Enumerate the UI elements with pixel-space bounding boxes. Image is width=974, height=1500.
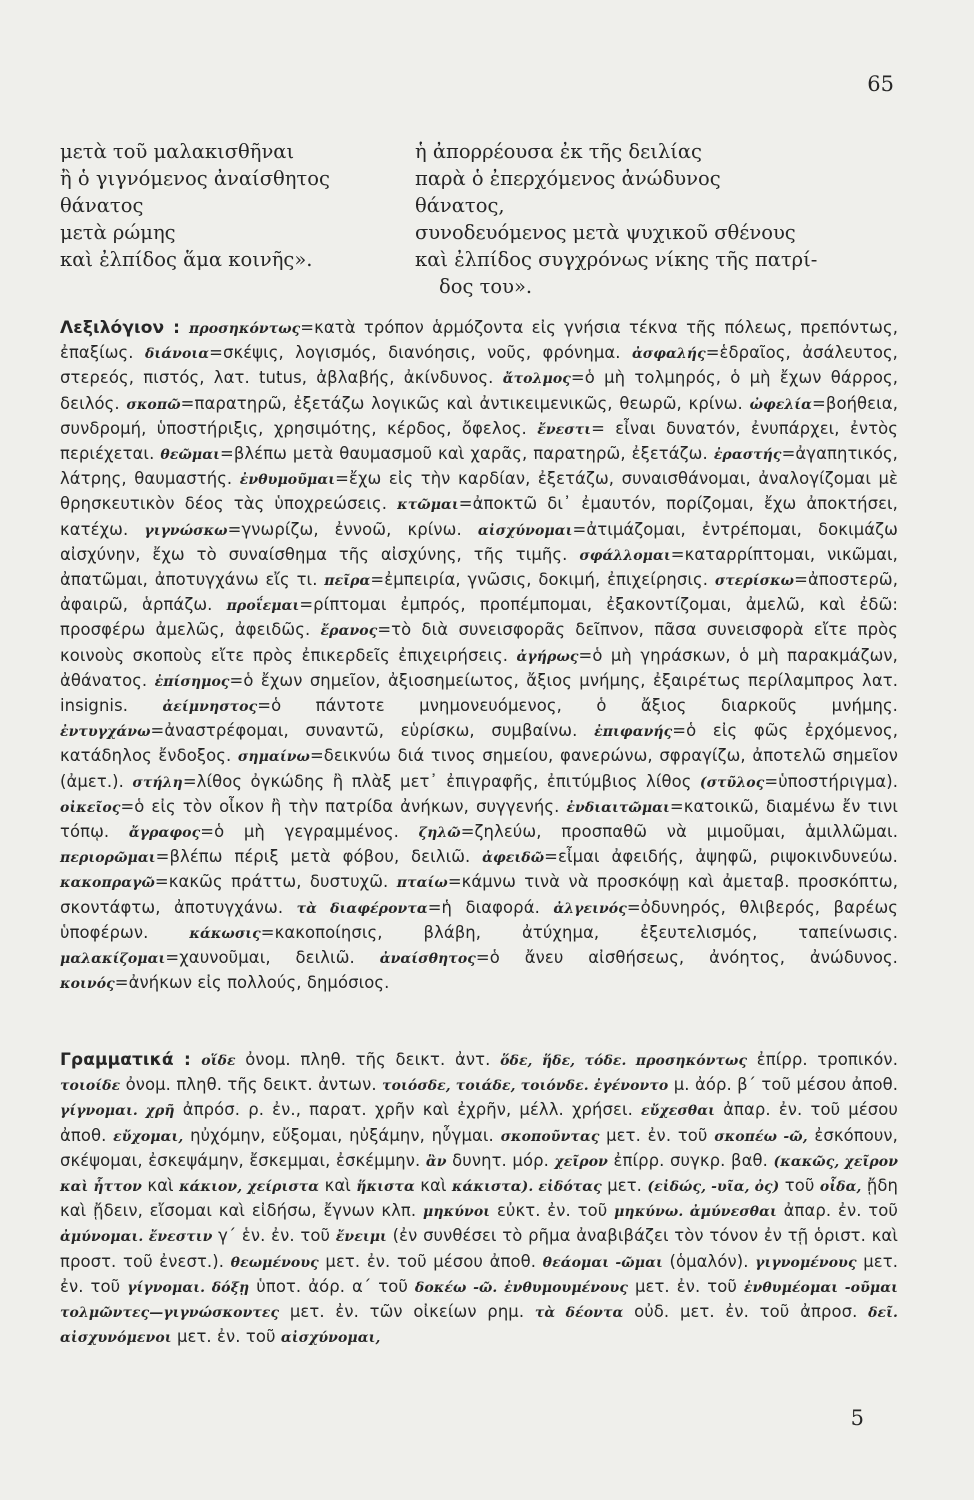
lexicon-term: μαλακίζομαι bbox=[60, 951, 166, 968]
grammar-term: γίγνομαι. χρῆ bbox=[60, 1103, 175, 1120]
footer-number: 5 bbox=[850, 1406, 864, 1430]
lexicon-definition: =βοήθεια, συνδρομή, ὑποστήριξις, χρησιμότης, κέρδος, ὄφελος. bbox=[60, 393, 899, 438]
lexicon-term: ἀφειδῶ bbox=[482, 850, 545, 867]
grammar-term: εὔχομαι, bbox=[113, 1128, 184, 1145]
lexicon-term: κτῶμαι bbox=[397, 497, 459, 514]
poem-line: καὶ ἐλπίδος συγχρόνως νίκης τῆς πατρί- bbox=[415, 248, 818, 271]
lexicon-term: περιορῶμαι bbox=[60, 850, 156, 867]
lexicon-term: στερίσκω bbox=[714, 573, 795, 590]
lexicon-term: προσηκόντως bbox=[188, 321, 301, 337]
grammar-term: γιγνομένους bbox=[755, 1254, 857, 1271]
lexicon-term: πεῖρα bbox=[324, 573, 371, 590]
grammar-text: καὶ bbox=[414, 1176, 452, 1196]
poem-line: δος του». bbox=[439, 275, 533, 298]
grammar-term: (εἰδώς, -υῖα, ὀς) bbox=[647, 1179, 780, 1196]
lexicon-term: ζηλῶ bbox=[418, 825, 461, 842]
poem-line: καὶ ἐλπίδος ἅμα κοινῆς». bbox=[60, 248, 313, 271]
lexicon-term: ἀγήρως bbox=[516, 648, 579, 665]
lexicon-definition: =κακοποίησις, βλάβη, ἀτύχημα, ἐξευτελισμός, ταπείνωσις. bbox=[260, 922, 899, 942]
grammar-term: ἀμύνομαι. ἔνεστιν bbox=[60, 1229, 213, 1246]
grammar-text: μ. ἀόρ. β΄ τοῦ μέσου ἀποθ. bbox=[668, 1075, 899, 1095]
grammar-term: κάκιστα). εἰδότας bbox=[451, 1179, 602, 1196]
lexicon-term: ἐραστής bbox=[713, 447, 782, 464]
grammar-term: θεάομαι -ῶμαι bbox=[542, 1254, 663, 1271]
poem-line: μετὰ τοῦ μαλακισθῆναι bbox=[60, 140, 295, 163]
poem-line: ἡ ἀπορρέουσα ἐκ τῆς δειλίας bbox=[415, 140, 702, 163]
lexicon-term: αἰσχύνομαι bbox=[477, 522, 573, 539]
poem-line: παρὰ ὁ ἐπερχόμενος ἀνώδυνος bbox=[415, 167, 721, 190]
grammar-term: σκοποῦντας bbox=[500, 1128, 600, 1145]
lexicon-definition: =ἀγαπητικός, λάτρης, θαυμαστής. bbox=[60, 444, 898, 489]
poem-line: μετὰ ρώμης bbox=[60, 221, 176, 244]
grammar-term: θεωμένους bbox=[230, 1254, 319, 1271]
lexicon-definition: =ὁ μὴ γεγραμμένος. bbox=[200, 822, 399, 842]
grammar-text: ἐπίρρ. συγκρ. βαθ. bbox=[607, 1150, 774, 1170]
lexicon-definition: =κατοικῶ, διαμένω ἔν τινι τόπῳ. bbox=[60, 796, 899, 842]
lexicon-term: οἰκεῖος bbox=[60, 799, 121, 816]
lexicon-definition: =ὁ ἄνευ αἰσθήσεως, ἀνόητος, ἀνώδυνος. bbox=[475, 948, 898, 968]
grammar-term: ἔνειμι bbox=[335, 1229, 387, 1246]
lexicon-term: κακοπραγῶ bbox=[60, 875, 155, 892]
grammar-text: μετ. ἐν. τοῦ bbox=[627, 1276, 744, 1296]
grammar-text: μετ. ἐν. τοῦ bbox=[60, 1251, 898, 1296]
grammar-text: εὐκτ. ἐν. τοῦ bbox=[490, 1201, 615, 1221]
lexicon-term: ἄγραφος bbox=[128, 825, 201, 842]
lexicon-section bbox=[60, 316, 898, 996]
grammar-term: οἶδα, bbox=[819, 1179, 862, 1196]
poem-line: θάνατος bbox=[60, 194, 144, 217]
grammar-term: γίγνομαι. δόξῃ bbox=[127, 1279, 250, 1296]
grammar-text: ὀνομ. πληθ. τῆς δεικτ. ἀντ. bbox=[235, 1050, 501, 1069]
grammar-section bbox=[60, 1048, 898, 1350]
grammar-title: Γραμματικά bbox=[60, 1050, 174, 1070]
lexicon-definition: =ὁ μὴ γηράσκων, ὁ μὴ παρακμάζων, ἀθάνατος. bbox=[60, 645, 898, 690]
lexicon-definition: =εἶμαι ἀφειδής, ἀψηφῶ, ριψοκινδυνεύω. bbox=[544, 847, 898, 867]
lexicon-term: διάνοια bbox=[144, 346, 210, 363]
lexicon-definition: =ἀναστρέφομαι, συναντῶ, εὑρίσκω, συμβαίνω. bbox=[150, 721, 578, 741]
grammar-term: κάκιον, χείριστα bbox=[179, 1179, 320, 1196]
grammar-text: μετ. ἐν. τοῦ bbox=[171, 1327, 281, 1347]
lexicon-title: Λεξιλόγιον bbox=[60, 318, 165, 338]
grammar-text: (ἐν συνθέσει τὸ ρῆμα ἀναβιβάζει τὸν τόνον ἐν τῇ ὁριστ. καὶ προστ. τοῦ ἐνεστ.). bbox=[60, 1226, 898, 1271]
lexicon-definition: = εἶναι δυνατόν, ἐνυπάρχει, ἐντὸς περιέχεται. bbox=[60, 418, 899, 464]
grammar-text: τοῦ bbox=[779, 1176, 820, 1196]
lexicon-definition: =βλέπω πέριξ μετὰ φόβου, δειλιῶ. bbox=[155, 847, 471, 867]
lexicon-definition: =βλέπω μετὰ θαυμασμοῦ καὶ χαρᾶς, παρατηρῶ, ἐξετάζω. bbox=[219, 444, 708, 464]
grammar-text: καὶ bbox=[319, 1176, 357, 1196]
grammar-text: ὑποτ. ἀόρ. α΄ τοῦ bbox=[249, 1276, 415, 1296]
grammar-text: καὶ bbox=[141, 1176, 180, 1196]
lexicon-definition: =ζηλεύω, προσπαθῶ νὰ μιμοῦμαι, ἁμιλλῶμαι. bbox=[460, 822, 899, 842]
poem-line: ἢ ὁ γιγνόμενος ἀναίσθητος bbox=[60, 167, 330, 190]
grammar-text: μετ. ἐν. τοῦ μέσου ἀποθ. bbox=[318, 1251, 543, 1271]
lexicon-definition: =καταρρίπτομαι, νικῶμαι, ἀπατῶμαι, ἀποτυγχάνω εἴς τι. bbox=[60, 544, 898, 590]
grammar-term: δεῖ. αἰσχυνόμενοι bbox=[60, 1305, 899, 1347]
lexicon-definition: =γνωρίζω, ἐννοῶ, κρίνω. bbox=[227, 519, 462, 539]
poem-line: θάνατος, bbox=[415, 194, 505, 217]
lexicon-term: ἐνθυμοῦμαι bbox=[239, 472, 336, 489]
grammar-term: ἐνθυμέομαι -οῦμαι τολμῶντες—γιγνώσκοντες bbox=[60, 1279, 898, 1322]
lexicon-definition: =ἀτιμάζομαι, ἐντρέπομαι, δοκιμάζω αἰσχύνην, ἔχω τὸ συναίσθημα τῆς αἰσχύνης, τῆς τιμῆς. bbox=[60, 519, 898, 564]
lexicon-term: τὰ διαφέροντα bbox=[296, 900, 428, 917]
grammar-text: μετ. ἐν. τοῦ bbox=[599, 1125, 715, 1145]
lexicon-term: κάκωσις bbox=[189, 925, 261, 942]
grammar-term: σκοπέω -ῶ, bbox=[714, 1128, 808, 1145]
lexicon-term: θεῶμαι bbox=[160, 447, 220, 464]
lexicon-definition: =ὑποστήριγμα). bbox=[764, 771, 899, 791]
lexicon-definition: =δεικνύω διά τινος σημείου, φανερώνω, σφραγίζω, ἀποτελῶ σημεῖον (ἀμετ.). bbox=[60, 746, 899, 791]
grammar-term: ἥκιστα bbox=[356, 1179, 415, 1196]
lexicon-term: ἄτολμος bbox=[502, 371, 571, 388]
grammar-term: αἰσχύνομαι, bbox=[280, 1330, 381, 1347]
lexicon-term: ἐνδιαιτῶμαι bbox=[566, 799, 670, 816]
lexicon-term: ἔνεστι bbox=[537, 421, 592, 438]
lexicon-term: στήλη bbox=[132, 774, 183, 791]
grammar-term: μηκύνοι bbox=[422, 1204, 491, 1221]
lexicon-term: ἔρανος bbox=[320, 623, 378, 640]
lexicon-definition: =ἀποστερῶ, ἀφαιρῶ, ἁρπάζω. bbox=[60, 570, 898, 615]
grammar-body bbox=[60, 1050, 898, 1346]
lexicon-definition: =κάμνω τινὰ νὰ προσκόψῃ καὶ ἀμεταβ. προσκόπτω, σκοντάφτω, ἀποτυγχάνω. bbox=[60, 872, 899, 917]
grammar-text: ηὐχόμην, εὔξομαι, ηὐξάμην, ηὖγμαι. bbox=[183, 1125, 501, 1145]
grammar-title-colon: : bbox=[173, 1050, 202, 1070]
grammar-term: εὔχεσθαι bbox=[641, 1103, 715, 1120]
grammar-term: ἂν bbox=[425, 1153, 447, 1170]
lexicon-term: ἐπιφανής bbox=[594, 724, 673, 741]
lexicon-definition: =ὁ πάντοτε μνημονευόμενος, ὁ ἄξιος διαρκοῦς μνήμης. bbox=[257, 696, 898, 716]
grammar-term: χεῖρον bbox=[554, 1153, 608, 1170]
lexicon-definition: =ὁ μὴ τολμηρός, ὁ μὴ ἔχων θάρρος, δειλός. bbox=[60, 368, 898, 413]
lexicon-definition: =ἔχω εἰς τὴν καρδίαν, ἐξετάζω, συναισθάνομαι, ἀναλογίζομαι μὲ θρησκευτικὸν δέος τὰς ὑποχρεώσεις. bbox=[60, 469, 898, 514]
lexicon-definition: =ὀδυνηρός, θλιβερός, βαρέως ὑποφέρων. bbox=[60, 897, 899, 942]
lexicon-term: ἐπίσημος bbox=[154, 673, 230, 690]
grammar-text: δυνητ. μόρ. bbox=[446, 1150, 555, 1170]
grammar-text: ἐπίρρ. τροπικόν. bbox=[747, 1050, 898, 1069]
lexicon-term: (στῦλος bbox=[699, 774, 765, 791]
lexicon-definition: =παρατηρῶ, ἐξετάζω λογικῶς καὶ ἀντικειμενικῶς, θεωρῶ, κρίνω. bbox=[180, 393, 743, 413]
grammar-term: δοκέω -ῶ. ἐνθυμουμένους bbox=[414, 1279, 628, 1296]
lexicon-definition: =τὸ διὰ συνεισφορᾶς δεῖπνον, πᾶσα συνεισφορὰ εἴτε πρὸς κοινοὺς σκοποὺς εἴτε πρὸς ἐπικερδεῖς ἐπιχειρήσεις. bbox=[60, 620, 898, 665]
lexicon-term: κοινός bbox=[60, 976, 115, 993]
lexicon-term: ἀναίσθητος bbox=[379, 951, 476, 968]
lexicon-definition: =ὁ ἔχων σημεῖον, ἀξιοσημείωτος, ἄξιος μνήμης, ἐξαιρέτως περίλαμπρος λατ. insignis. bbox=[60, 670, 898, 716]
grammar-text: μετ. ἐν. τῶν οἰκείων ρημ. bbox=[279, 1302, 535, 1322]
grammar-text: (ὁμαλόν). bbox=[662, 1251, 756, 1271]
lexicon-term: ἀλγεινός bbox=[553, 900, 627, 917]
poem-line: συνοδευόμενος μετὰ ψυχικοῦ σθένους bbox=[415, 221, 796, 244]
lexicon-term: σφάλλομαι bbox=[579, 547, 671, 564]
grammar-text: οὐδ. μετ. ἐν. τοῦ ἀπροσ. bbox=[623, 1302, 869, 1322]
poem-right-column bbox=[415, 138, 895, 300]
lexicon-definition: =ὁ εἰς τὸν οἶκον ἢ τὴν πατρίδα ἀνήκων, συγγενής. bbox=[120, 796, 560, 816]
lexicon-definition: =ρίπτομαι ἐμπρός, προπέμπομαι, ἐξακοντίζομαι, ἀμελῶ, καὶ ἐδῶ: προσφέρω ἀμελῶς, ἀφειδῶς. bbox=[60, 595, 899, 640]
grammar-term: τοιοίδε bbox=[60, 1078, 121, 1095]
grammar-text: γ΄ ἑν. ἐν. τοῦ bbox=[212, 1226, 336, 1246]
lexicon-definition: =λίθος ὀγκώδης ἢ πλὰξ μετ᾽ ἐπιγραφῆς, ἐπιτύμβιος λίθος bbox=[182, 771, 692, 791]
lexicon-definition: =κατὰ τρόπον ἁρμόζοντα εἰς γνήσια τέκνα τῆς πόλεως, πρεπόντως, ἐπαξίως. bbox=[60, 318, 899, 363]
lexicon-term: προΐεμαι bbox=[226, 598, 300, 615]
grammar-term: τοιόσδε, τοιάδε, τοιόνδε. ἐγένοντο bbox=[382, 1078, 669, 1095]
lexicon-title-colon: : bbox=[164, 318, 189, 338]
page-number: 65 bbox=[867, 72, 894, 96]
lexicon-definition: =ὁ εἰς φῶς ἐρχόμενος, κατάδηλος ἔνδοξος. bbox=[60, 721, 898, 766]
lexicon-definition: =χαυνοῦμαι, δειλιῶ. bbox=[165, 948, 355, 968]
lexicon-term: σημαίνω bbox=[237, 749, 310, 766]
lexicon-definition: =ἀποκτῶ δι᾽ ἐμαυτόν, πορίζομαι, ἔχω ἀποκτήσει, κατέχω. bbox=[60, 494, 898, 539]
grammar-text: ὀνομ. πληθ. τῆς δεικτ. ἀντων. bbox=[120, 1075, 383, 1095]
grammar-text: ἀπρόσ. ρ. ἐν., παρατ. χρῆν καὶ ἐχρῆν, μέλλ. χρήσει. bbox=[174, 1100, 642, 1120]
grammar-text: ἀπαρ. ἐν. τοῦ bbox=[776, 1201, 898, 1221]
grammar-term: τὰ δέοντα bbox=[534, 1305, 624, 1322]
grammar-text: ἀπαρ. ἐν. τοῦ μέσου ἀποθ. bbox=[60, 1100, 898, 1145]
grammar-term: ὅδε, ἥδε, τόδε. προσηκόντως bbox=[500, 1053, 748, 1069]
lexicon-term: ἀείμνηστος bbox=[162, 699, 258, 716]
lexicon-term: ὠφελία bbox=[749, 396, 813, 413]
grammar-text: ἐσκόπουν, σκέψομαι, ἐσκεψάμην, ἔσκεμμαι, ἐσκέμμην. bbox=[60, 1125, 898, 1170]
lexicon-definition: =ἡ διαφορά. bbox=[427, 897, 540, 917]
lexicon-term: ἀσφαλής bbox=[631, 346, 706, 363]
lexicon-definition: =ἐμπειρία, γνῶσις, δοκιμή, ἐπιχείρησις. bbox=[370, 570, 709, 590]
lexicon-definition: =ἀνήκων εἰς πολλούς, δημόσιος. bbox=[114, 973, 390, 993]
lexicon-definition: =ἑδραῖος, ἀσάλευτος, στερεός, πιστός, λατ. tutus, ἀβλαβής, ἀκίνδυνος. bbox=[60, 343, 898, 388]
grammar-text: μετ. bbox=[601, 1176, 648, 1196]
grammar-term: μηκύνω. ἀμύνεσθαι bbox=[614, 1204, 777, 1221]
lexicon-term: πταίω bbox=[396, 875, 448, 892]
lexicon-term: ἐντυγχάνω bbox=[60, 724, 151, 741]
lexicon-definition: =κακῶς πράττω, δυστυχῶ. bbox=[154, 872, 389, 892]
poem-left-column bbox=[60, 138, 420, 273]
lexicon-definition: =σκέψις, λογισμός, διανόησις, νοῦς, φρόνημα. bbox=[209, 343, 621, 363]
lexicon-term: γιγνώσκω bbox=[144, 522, 228, 539]
grammar-text: ᾔδη καὶ ᾔδειν, εἴσομαι καὶ εἰδήσω, ἔγνων κλπ. bbox=[60, 1176, 898, 1221]
grammar-term: (κακῶς, χεῖρον καὶ ἧττον bbox=[60, 1153, 899, 1196]
grammar-term: οἵδε bbox=[201, 1053, 236, 1069]
lexicon-term: σκοπῶ bbox=[126, 396, 181, 413]
lexicon-body bbox=[60, 318, 898, 992]
